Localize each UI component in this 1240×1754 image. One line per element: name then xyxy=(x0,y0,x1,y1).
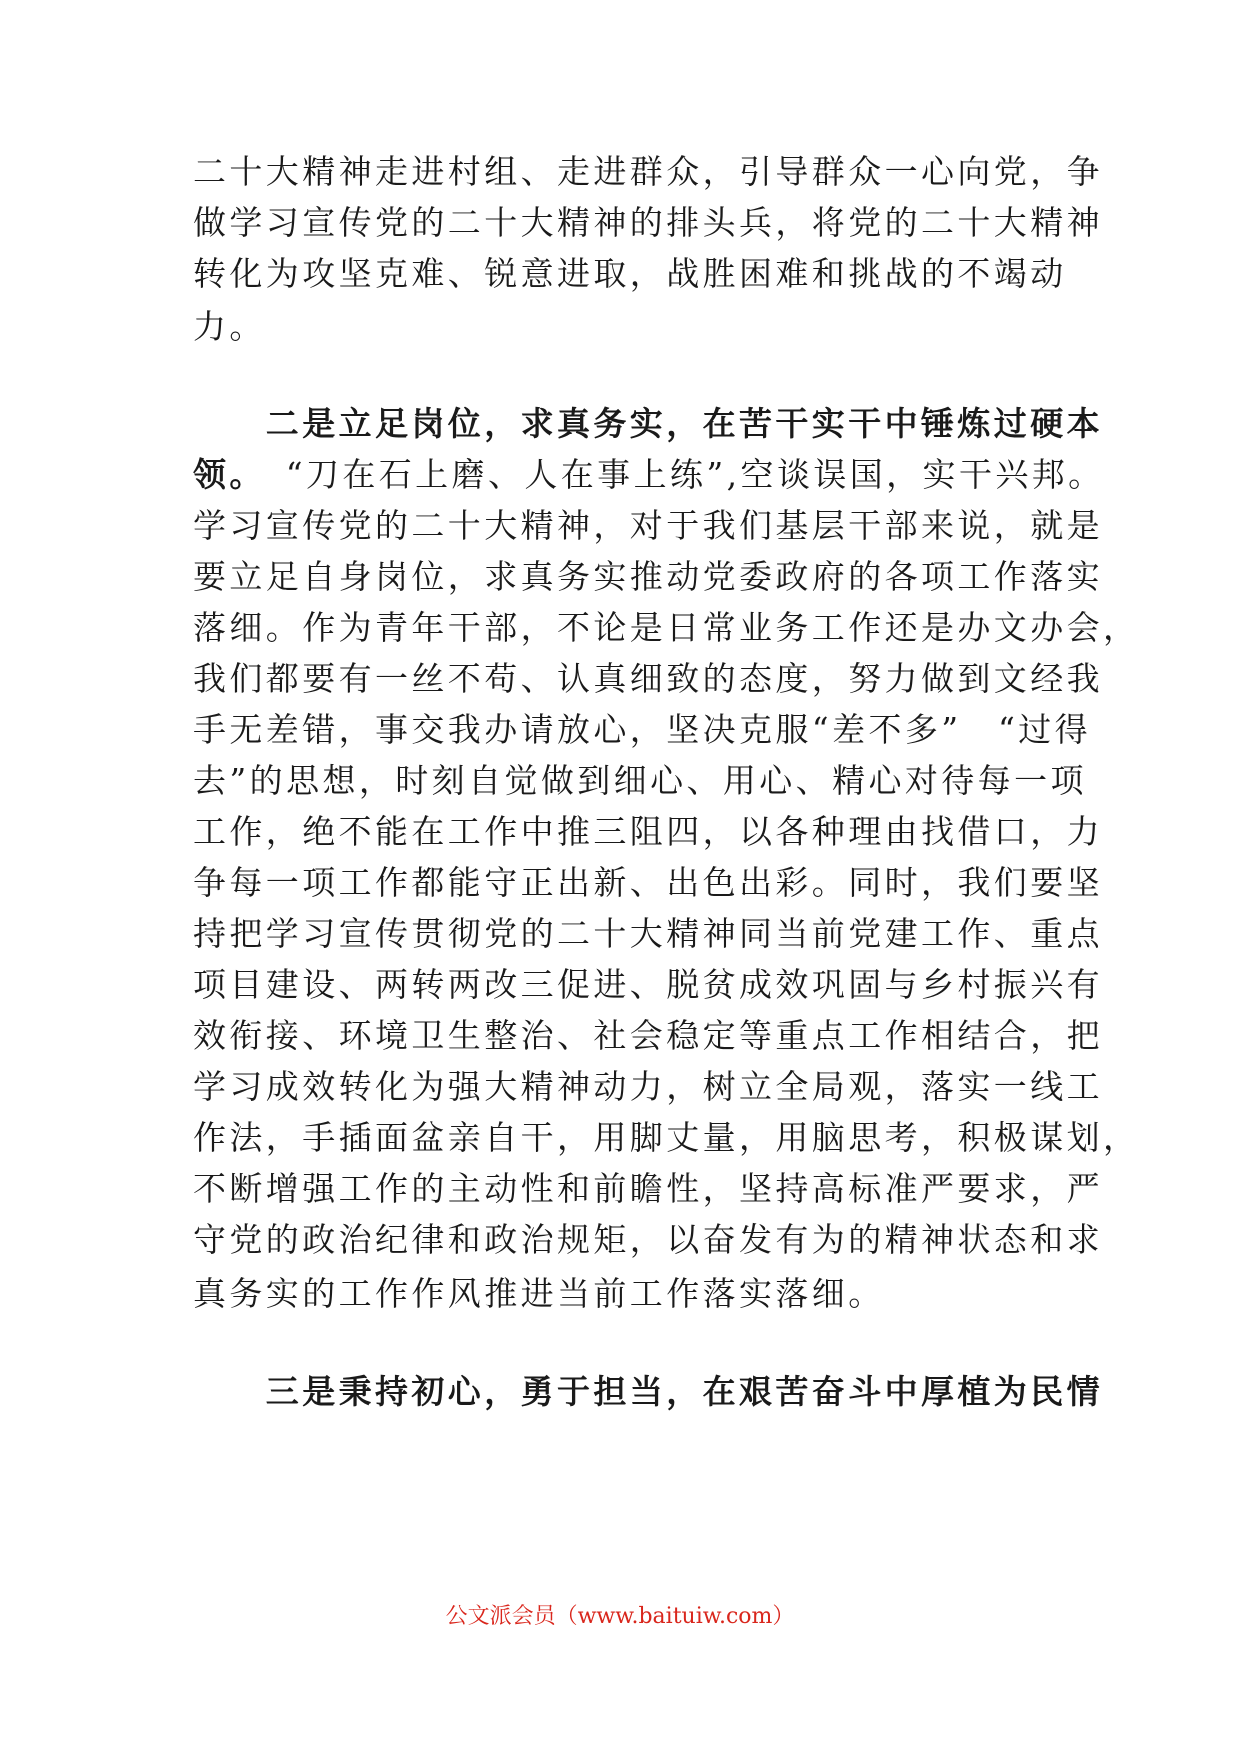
paragraph-line: 持把学习宣传贯彻党的二十大精神同当前党建工作、重点 xyxy=(193,914,1103,953)
paragraph-line: 作法，手插面盆亲自干，用脚丈量，用脑思考，积极谋划， xyxy=(193,1118,1140,1157)
paragraph-line: 项目建设、两转两改三促进、脱贫成效巩固与乡村振兴有 xyxy=(193,965,1103,1004)
paragraph-line: 真务实的工作作风推进当前工作落实落细。 xyxy=(193,1274,885,1313)
paragraph-line: 去”的思想，时刻自觉做到细心、用心、精心对待每一项 xyxy=(193,761,1087,800)
paragraph-line: 学习宣传党的二十大精神，对于我们基层干部来说，就是 xyxy=(193,506,1103,545)
section-heading-tail: 领。 xyxy=(193,455,250,494)
paragraph-line: 手无差错，事交我办请放心，坚决克服“差不多” “过得 xyxy=(193,710,1092,749)
paragraph-text: “刀在石上磨、人在事上练”,空谈误国，实干兴邦。 xyxy=(249,455,1105,494)
paragraph-line: 要立足自身岗位，求真务实推动党委政府的各项工作落实 xyxy=(193,557,1103,596)
paragraph-line: 学习成效转化为强大精神动力，树立全局观，落实一线工 xyxy=(193,1067,1103,1106)
paragraph-line: 我们都要有一丝不苟、认真细致的态度，努力做到文经我 xyxy=(193,659,1103,698)
footer-watermark: 公文派会员（www.baituiw.com） xyxy=(445,1604,795,1629)
paragraph-line: 做学习宣传党的二十大精神的排头兵，将党的二十大精神 xyxy=(193,203,1103,242)
paragraph-line: 转化为攻坚克难、锐意进取，战胜困难和挑战的不竭动 xyxy=(193,254,1067,293)
paragraph-line: 工作，绝不能在工作中推三阻四，以各种理由找借口，力 xyxy=(193,812,1103,851)
paragraph-line: 二十大精神走进村组、走进群众，引导群众一心向党，争 xyxy=(193,152,1103,191)
paragraph-line: 落细。作为青年干部，不论是日常业务工作还是办文办会， xyxy=(193,608,1140,647)
paragraph-line: 效衔接、环境卫生整治、社会稳定等重点工作相结合，把 xyxy=(193,1016,1103,1055)
paragraph-line: 力。 xyxy=(193,307,266,346)
section-heading: 二是立足岗位，求真务实，在苦干实干中锤炼过硬本 xyxy=(193,404,1103,443)
paragraph-line: 争每一项工作都能守正出新、出色出彩。同时，我们要坚 xyxy=(193,863,1103,902)
section-heading: 三是秉持初心，勇于担当，在艰苦奋斗中厚植为民情 xyxy=(193,1372,1103,1411)
paragraph-line: 守党的政治纪律和政治规矩，以奋发有为的精神状态和求 xyxy=(193,1220,1103,1259)
paragraph-line-mixed xyxy=(193,455,1105,495)
paragraph-line: 不断增强工作的主动性和前瞻性，坚持高标准严要求，严 xyxy=(193,1169,1103,1208)
